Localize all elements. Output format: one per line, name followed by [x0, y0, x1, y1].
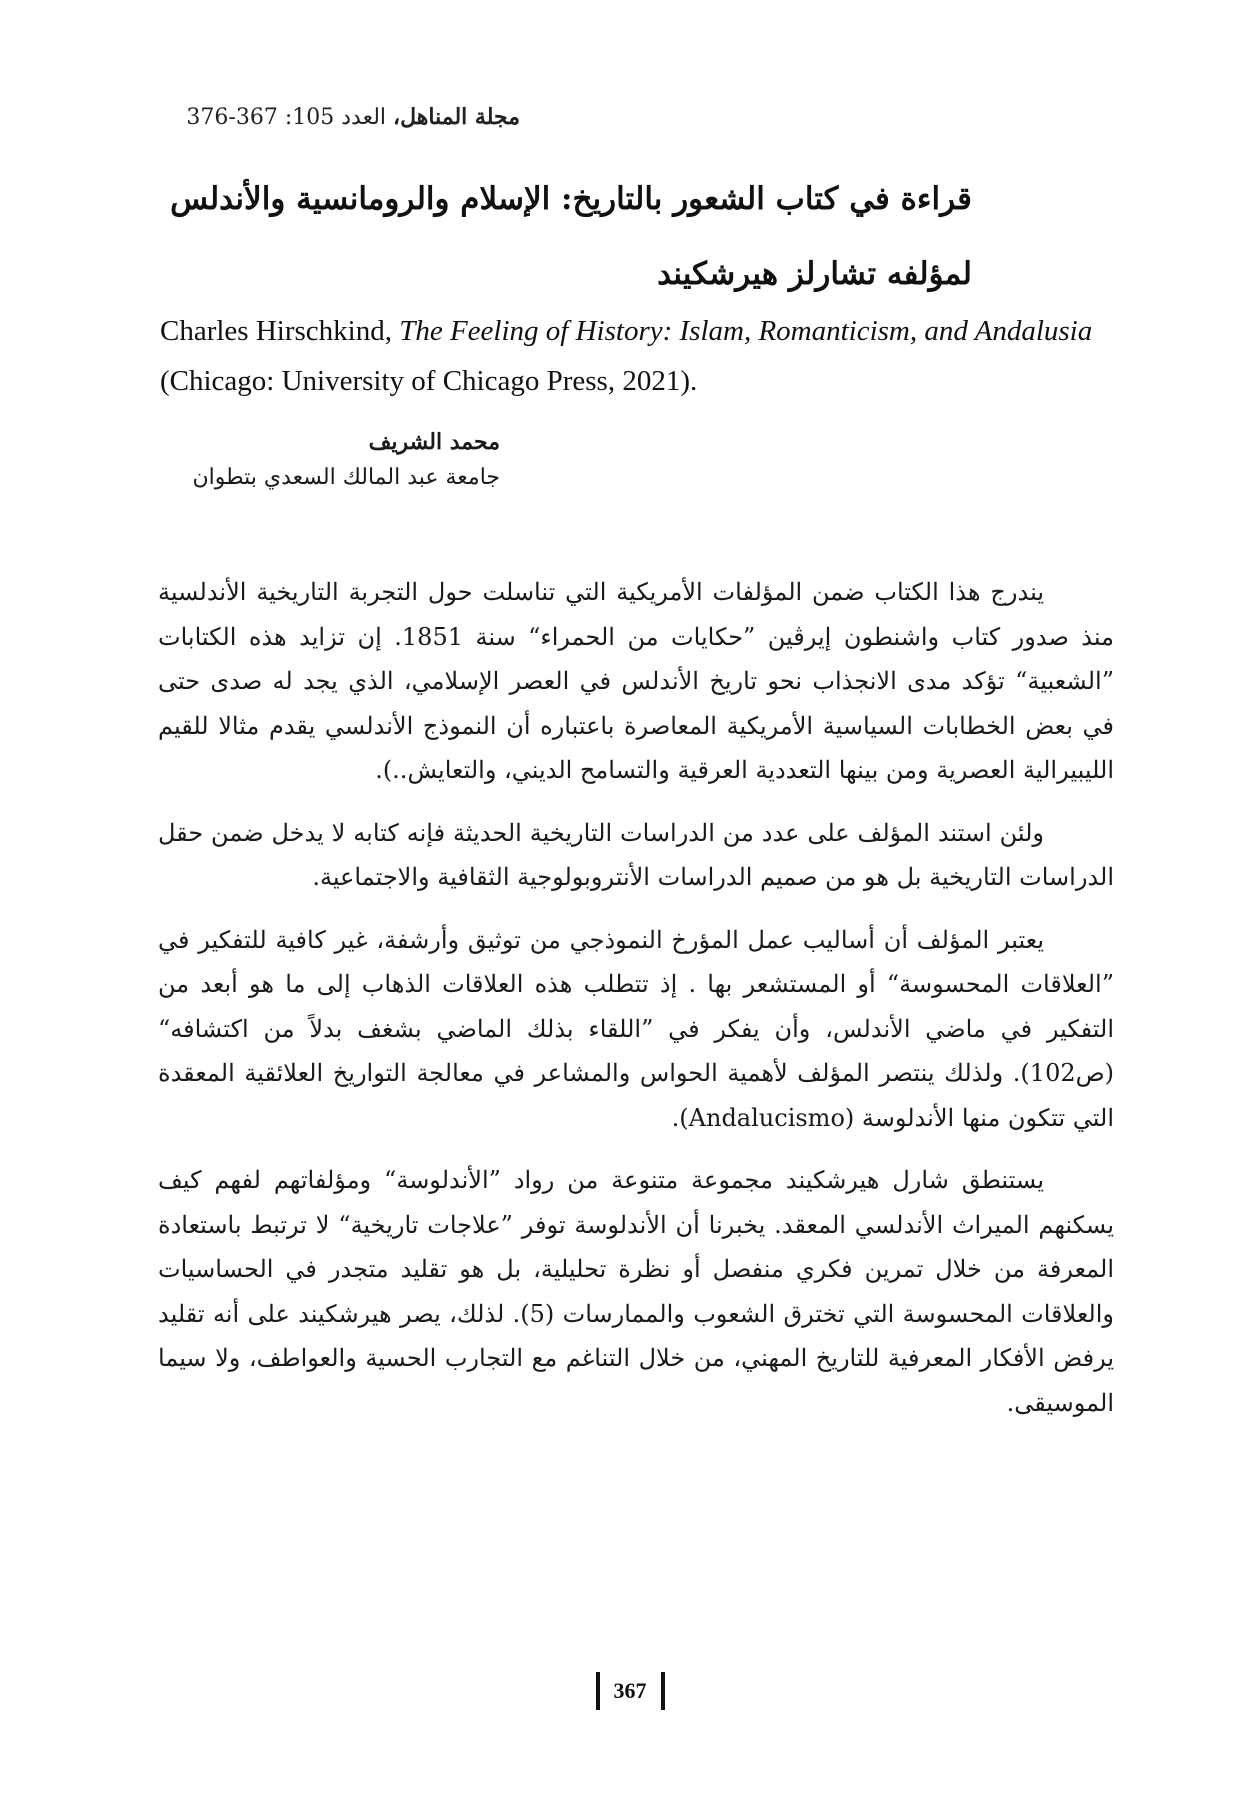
author-block — [150, 424, 500, 496]
article-title — [150, 162, 972, 312]
book-author: Charles Hirschkind, — [160, 315, 392, 347]
article-title-line-2: لمؤلفه تشارلز هيرشكيند — [657, 256, 972, 292]
body-paragraph-4: يستنطق شارل هيرشكيند مجموعة متنوعة من رواد ”الأندلوسة“ ومؤلفاتهم لفهم كيف يسكنهم الميراث الأندلسي المعقد. يخبرنا أن الأندلوسة توفر ”علاجات تاريخية“ لا ترتبط باستعادة المعرفة من خلال تمرين فكري منفصل أو نظرة تحليلية، بل هو تقليد متجدر في الحساسيات والعلاقات المحسوسة التي تخترق الشعوب والممارسات (5). لذلك، يصر هيرشكيند على أنه تقليد يرفض الأفكار المعرفية للتاريخ المهني، من خلال التناغم مع التجارب الحسية والعواطف، ولا سيما الموسيقى. — [158, 1166, 1114, 1417]
body-paragraph-2: ولئن استند المؤلف على عدد من الدراسات التاريخية الحديثة فإنه كتابه لا يدخل ضمن حقل الدراسات التاريخية بل هو من صميم الدراسات الأنتروبولوجية الثقافية والاجتماعية. — [158, 818, 1114, 891]
body-paragraph-1: يندرج هذا الكتاب ضمن المؤلفات الأمريكية التي تناسلت حول التجربة التاريخية الأندلسية منذ صدور كتاب واشنطون إيرڤين ”حكايات من الحمراء“ سنة 1851. إن تزايد هذه الكتابات ”الشعبية“ تؤكد مدى الانجذاب نحو تاريخ الأندلس في العصر الإسلامي، الذي يجد له صدى حتى في بعض الخطابات السياسية الأمريكية المعاصرة باعتباره أن النموذج الأندلسي يقدم مثالا للقيم الليبيرالية العصرية ومن بينها التعددية العرقية والتسامح الديني، والتعايش..). — [158, 578, 1114, 784]
journal-name: مجلة المناهل، — [393, 104, 520, 130]
book-publisher: (Chicago: University of Chicago Press, 2021). — [160, 365, 698, 397]
page-number-footer — [0, 1672, 1260, 1710]
author-name: محمد الشريف — [368, 429, 500, 455]
book-title: The Feeling of History: Islam, Romanticism, and Andalusia — [399, 315, 1093, 347]
author-affiliation: جامعة عبد المالك السعدي بتطوان — [192, 465, 500, 490]
book-reference — [160, 306, 1120, 406]
page-number: 367 — [613, 1678, 647, 1703]
journal-header — [150, 104, 520, 130]
body-paragraph-3: يعتبر المؤلف أن أساليب عمل المؤرخ النموذجي من توثيق وأرشفة، غير كافية للتفكير في ”العلاقات المحسوسة“ أو المستشعر بها . إذ تتطلب هذه العلاقات الذهاب إلى ما هو أبعد من التفكير في ماضي الأندلس، وأن يفكر في ”اللقاء بذلك الماضي بشغف بدلاً من اكتشافه“ (ص102). ولذلك ينتصر المؤلف لأهمية الحواس والمشاعر في معالجة التواريخ العلائقية المعقدة التي تتكون منها الأندلوسة (Andalucismo). — [158, 925, 1114, 1132]
article-body — [158, 570, 1114, 1443]
issue-pages: العدد 105: 367-376 — [186, 105, 387, 130]
page-number-bar-right — [661, 1672, 665, 1710]
article-title-line-1: قراءة في كتاب الشعور بالتاريخ: الإسلام والرومانسية والأندلس — [170, 181, 972, 217]
page-number-bar-left — [596, 1672, 600, 1710]
